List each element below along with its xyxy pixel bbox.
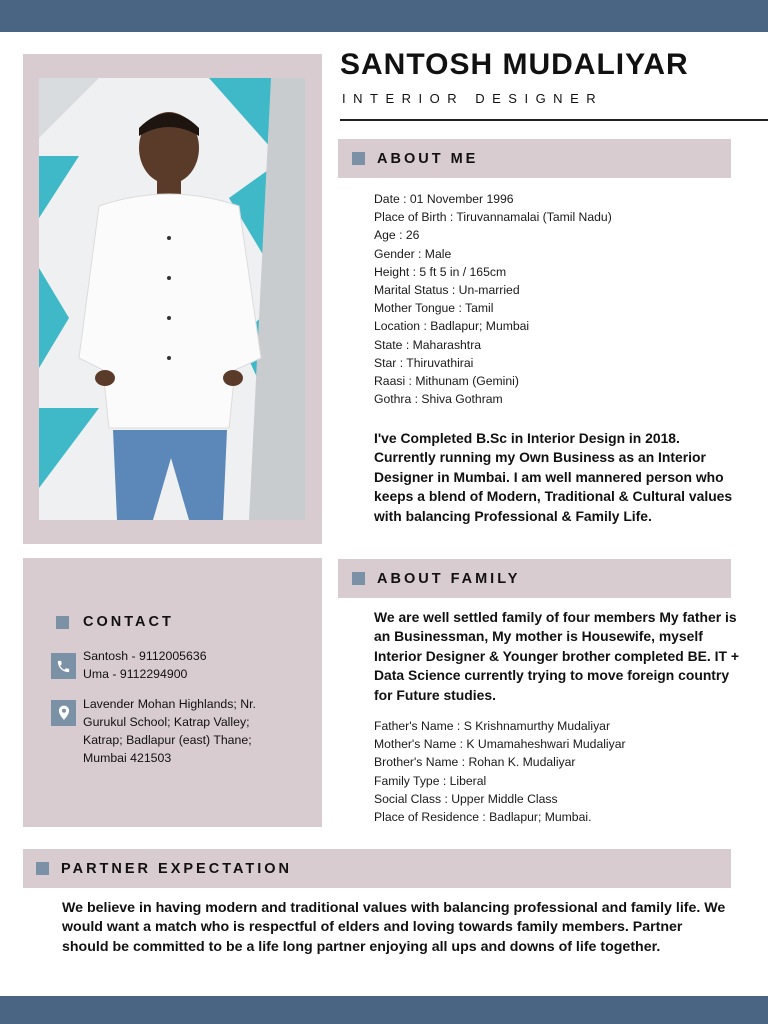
partner-expectation-text: We believe in having modern and traditional values with balancing professional and family life. We would want a match who is respectful of elders and loving towards family members. Partner should be committed to be a life long partner enjoying all ups and downs of life together. (62, 900, 726, 955)
fact-place-of-birth: Place of Birth : Tiruvannamalai (Tamil Nadu) (374, 210, 612, 225)
square-bullet-icon (56, 616, 69, 629)
fact-marital-status: Marital Status : Un-married (374, 283, 520, 298)
header-divider (340, 119, 768, 121)
location-pin-icon (51, 700, 76, 726)
fact-gothra: Gothra : Shiva Gothram (374, 392, 503, 407)
fact-mother-tongue: Mother Tongue : Tamil (374, 301, 494, 316)
contact-panel (23, 558, 322, 827)
address-line: Lavender Mohan Highlands; Nr. (83, 697, 256, 711)
partner-expectation-header (23, 849, 731, 888)
contact-phones (83, 647, 207, 683)
fact-gender: Gender : Male (374, 246, 452, 261)
fact-father-name: Father's Name : S Krishnamurthy Mudaliyar (374, 719, 611, 733)
about-family-header (338, 559, 731, 598)
contact-address (83, 695, 256, 767)
about-family-heading: ABOUT FAMILY (377, 570, 521, 587)
fact-location: Location : Badlapur; Mumbai (374, 319, 530, 334)
contact-heading: CONTACT (83, 614, 174, 630)
square-bullet-icon (352, 152, 365, 165)
fact-brother-name: Brother's Name : Rohan K. Mudaliyar (374, 755, 576, 770)
phone-uma[interactable]: Uma - 9112294900 (83, 667, 188, 681)
phone-santosh[interactable]: Santosh - 9112005636 (83, 649, 207, 663)
address-line: Gurukul School; Katrap Valley; (83, 715, 250, 729)
fact-state: State : Maharashtra (374, 337, 482, 352)
fact-date: Date : 01 November 1996 (374, 192, 514, 206)
phone-icon (51, 653, 76, 679)
fact-social-class: Social Class : Upper Middle Class (374, 791, 558, 806)
address-line: Katrap; Badlapur (east) Thane; (83, 733, 252, 747)
square-bullet-icon (352, 572, 365, 585)
about-me-heading: ABOUT ME (377, 150, 479, 167)
address-line: Mumbai 421503 (83, 751, 172, 765)
fact-raasi: Raasi : Mithunam (Gemini) (374, 374, 519, 389)
family-facts (374, 717, 626, 826)
fact-mother-name: Mother's Name : K Umamaheshwari Mudaliyar (374, 737, 626, 752)
profile-photo (39, 78, 305, 520)
job-title: INTERIOR DESIGNER (342, 91, 604, 106)
about-me-header (338, 139, 731, 178)
about-me-facts (374, 190, 612, 408)
about-family-summary: We are well settled family of four members My father is an Businessman, My mother is Housewife, myself Interior Designer & Younger brother completed BE. IT + Data Science currently trying to move foreign country for Future studies. (374, 609, 739, 703)
square-bullet-icon (36, 862, 49, 875)
fact-height: Height : 5 ft 5 in / 165cm (374, 264, 507, 279)
fact-family-type: Family Type : Liberal (374, 773, 487, 788)
about-me-summary: I've Completed B.Sc in Interior Design in 2018. Currently running my Own Business as an Interior Designer in Mumbai. I am well mannered person who keeps a blend of Modern, Traditional & Cultural values with balancing Professional & Family Life. (374, 430, 733, 524)
bottom-accent-bar (0, 996, 768, 1024)
partner-expectation-heading: PARTNER EXPECTATION (61, 860, 293, 877)
fact-place-of-residence: Place of Residence : Badlapur; Mumbai. (374, 810, 592, 825)
contact-header (56, 614, 174, 630)
fact-star: Star : Thiruvathirai (374, 355, 474, 370)
fact-age: Age : 26 (374, 228, 420, 243)
candidate-name: SANTOSH MUDALIYAR (340, 48, 689, 81)
top-accent-bar (0, 0, 768, 32)
